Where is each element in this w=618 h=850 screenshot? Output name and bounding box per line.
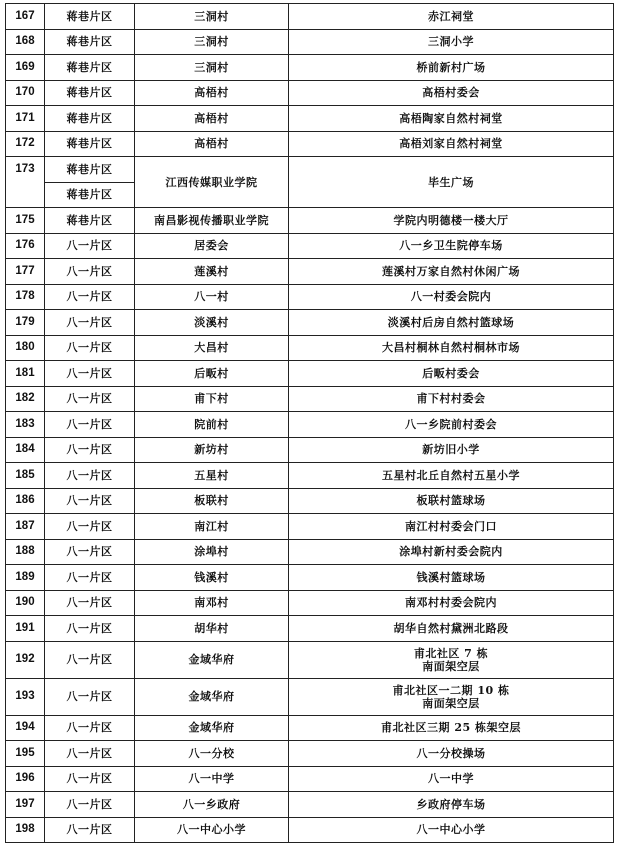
row-number: 188: [6, 539, 45, 565]
location-cell: [289, 678, 614, 715]
location-line: 甫北社区三期 25 栋架空层: [381, 721, 521, 735]
row-number: 194: [6, 715, 45, 741]
unit-cell: 金域华府: [135, 641, 289, 678]
location-line: 八一乡卫生院停车场: [399, 239, 503, 253]
unit-cell: 高梧村: [135, 131, 289, 157]
row-number: 182: [6, 386, 45, 412]
row-number: 196: [6, 766, 45, 792]
location-line: 高梧村委会: [422, 86, 480, 100]
row-number: 171: [6, 106, 45, 132]
row-number-empty: [6, 182, 45, 208]
row-number: 180: [6, 335, 45, 361]
table-row: [6, 55, 614, 81]
location-cell: [289, 590, 614, 616]
row-number: 181: [6, 361, 45, 387]
location-cell: [289, 488, 614, 514]
location-line: 高梧刘家自然村祠堂: [399, 137, 503, 151]
unit-cell: 高梧村: [135, 106, 289, 132]
location-line: 南面架空层: [422, 696, 480, 710]
table-row: [6, 715, 614, 741]
unit-cell: 八一中学: [135, 766, 289, 792]
district-cell: 八一片区: [45, 616, 135, 642]
unit-cell: 居委会: [135, 233, 289, 259]
table-row: [6, 233, 614, 259]
location-line: 淡溪村后房自然村篮球场: [387, 315, 515, 329]
location-cell: [289, 437, 614, 463]
table-row: [6, 766, 614, 792]
location-cell: [289, 310, 614, 336]
district-cell: 蒋巷片区: [45, 157, 135, 183]
district-cell: 蒋巷片区: [45, 106, 135, 132]
location-cell: [289, 284, 614, 310]
district-cell: 蒋巷片区: [45, 55, 135, 81]
unit-cell: 八一中心小学: [135, 817, 289, 843]
district-cell: 八一片区: [45, 539, 135, 565]
location-cell: [289, 106, 614, 132]
table-row: [6, 106, 614, 132]
row-number: 167: [6, 4, 45, 30]
location-line: 三洞小学: [428, 35, 474, 49]
district-cell: 八一片区: [45, 590, 135, 616]
location-cell: [289, 766, 614, 792]
row-number: 198: [6, 817, 45, 843]
unit-cell: 钱溪村: [135, 565, 289, 591]
location-cell: [289, 29, 614, 55]
location-cell: [289, 565, 614, 591]
row-number: 176: [6, 233, 45, 259]
table-row: [6, 259, 614, 285]
district-cell: 八一片区: [45, 766, 135, 792]
location-line: 新坊旧小学: [422, 443, 480, 457]
location-line: 八一分校操场: [416, 746, 486, 760]
unit-cell: 南邓村: [135, 590, 289, 616]
unit-cell: 板联村: [135, 488, 289, 514]
location-cell: [289, 792, 614, 818]
district-cell: 八一片区: [45, 386, 135, 412]
location-line: 八一村委会院内: [410, 290, 492, 304]
location-line: 甫下村村委会: [416, 392, 486, 406]
table-row: [6, 488, 614, 514]
district-cell: 八一片区: [45, 233, 135, 259]
row-number: 197: [6, 792, 45, 818]
location-cell: [289, 55, 614, 81]
unit-cell: 金域华府: [135, 715, 289, 741]
location-line: 桥前新村广场: [416, 60, 486, 74]
location-cell: [289, 335, 614, 361]
table-row: [6, 157, 614, 183]
row-number: 169: [6, 55, 45, 81]
location-line: 南面架空层: [422, 659, 480, 673]
unit-cell: 八一村: [135, 284, 289, 310]
table-row: [6, 565, 614, 591]
location-cell: [289, 208, 614, 234]
unit-cell: 甫下村: [135, 386, 289, 412]
unit-cell: 新坊村: [135, 437, 289, 463]
row-number: 168: [6, 29, 45, 55]
row-number: 193: [6, 678, 45, 715]
district-cell: 八一片区: [45, 678, 135, 715]
district-cell: 八一片区: [45, 412, 135, 438]
row-number: 179: [6, 310, 45, 336]
row-number: 190: [6, 590, 45, 616]
row-number: 186: [6, 488, 45, 514]
location-line: 胡华自然村黛洲北路段: [393, 621, 509, 635]
unit-cell: 江西传媒职业学院: [135, 157, 289, 208]
location-line: 八一乡院前村委会: [405, 417, 497, 431]
unit-cell: 南昌影视传播职业学院: [135, 208, 289, 234]
district-cell: 八一片区: [45, 284, 135, 310]
district-cell: 蒋巷片区: [45, 131, 135, 157]
unit-cell: 三洞村: [135, 4, 289, 30]
table-row: [6, 463, 614, 489]
location-cell: [289, 715, 614, 741]
location-line: 大昌村桐林自然村桐林市场: [382, 341, 520, 355]
district-cell: 八一片区: [45, 488, 135, 514]
unit-cell: 淡溪村: [135, 310, 289, 336]
row-number: 175: [6, 208, 45, 234]
location-line: 八一中学: [428, 772, 474, 786]
table-row: [6, 539, 614, 565]
location-line: 板联村篮球场: [416, 494, 486, 508]
location-line: 甫北社区一二期 10 栋: [392, 683, 510, 697]
district-cell: 八一片区: [45, 514, 135, 540]
location-line: 八一中心小学: [416, 823, 486, 837]
row-number: 192: [6, 641, 45, 678]
location-cell: [289, 157, 614, 208]
location-cell: [289, 4, 614, 30]
location-line: 南邓村村委会院内: [405, 596, 497, 610]
table-row: [6, 741, 614, 767]
unit-cell: 八一乡政府: [135, 792, 289, 818]
district-cell: 蒋巷片区: [45, 29, 135, 55]
district-cell: 八一片区: [45, 310, 135, 336]
location-line: 钱溪村篮球场: [416, 570, 486, 584]
unit-cell: 涂埠村: [135, 539, 289, 565]
location-cell: [289, 412, 614, 438]
location-line: 南江村村委会门口: [405, 519, 497, 533]
location-table: [5, 3, 614, 843]
unit-cell: 后畈村: [135, 361, 289, 387]
unit-cell: 八一分校: [135, 741, 289, 767]
unit-cell: 院前村: [135, 412, 289, 438]
row-number: 184: [6, 437, 45, 463]
table-row: [6, 386, 614, 412]
district-cell: 八一片区: [45, 792, 135, 818]
row-number: 170: [6, 80, 45, 106]
row-number: 189: [6, 565, 45, 591]
location-cell: [289, 817, 614, 843]
district-cell: 八一片区: [45, 565, 135, 591]
unit-cell: 三洞村: [135, 29, 289, 55]
location-line: 乡政府停车场: [416, 797, 486, 811]
table-row: [6, 80, 614, 106]
unit-cell: 大昌村: [135, 335, 289, 361]
district-cell: 八一片区: [45, 437, 135, 463]
location-cell: [289, 131, 614, 157]
table-row: [6, 641, 614, 678]
location-line: 莲溪村万家自然村休闲广场: [382, 264, 520, 278]
district-cell: 八一片区: [45, 641, 135, 678]
row-number: 187: [6, 514, 45, 540]
unit-cell: 胡华村: [135, 616, 289, 642]
table-row: [6, 678, 614, 715]
district-cell: 蒋巷片区: [45, 4, 135, 30]
table-row: [6, 335, 614, 361]
row-number: 173: [6, 157, 45, 183]
table-row: [6, 29, 614, 55]
location-line: 赤江祠堂: [428, 9, 474, 23]
district-cell: 八一片区: [45, 259, 135, 285]
table-row: [6, 131, 614, 157]
table-row: [6, 208, 614, 234]
table-row: [6, 412, 614, 438]
unit-cell: 五星村: [135, 463, 289, 489]
unit-cell: 三洞村: [135, 55, 289, 81]
district-cell: 八一片区: [45, 817, 135, 843]
district-cell: 八一片区: [45, 463, 135, 489]
row-number: 183: [6, 412, 45, 438]
location-line: 学院内明德楼一楼大厅: [393, 213, 509, 227]
table-row: [6, 284, 614, 310]
district-cell: 八一片区: [45, 741, 135, 767]
district-cell: 八一片区: [45, 335, 135, 361]
row-number: 177: [6, 259, 45, 285]
location-cell: [289, 539, 614, 565]
location-cell: [289, 463, 614, 489]
location-cell: [289, 616, 614, 642]
table-body: [6, 4, 614, 843]
location-line: 五星村北丘自然村五星小学: [382, 468, 520, 482]
table-row: [6, 817, 614, 843]
table-row: [6, 590, 614, 616]
location-cell: [289, 80, 614, 106]
location-line: 毕生广场: [428, 175, 474, 189]
unit-cell: 金域华府: [135, 678, 289, 715]
unit-cell: 莲溪村: [135, 259, 289, 285]
district-cell: 蒋巷片区: [45, 182, 135, 208]
table-row: [6, 310, 614, 336]
district-cell: 八一片区: [45, 361, 135, 387]
table-row: [6, 361, 614, 387]
location-line: 后畈村委会: [422, 366, 480, 380]
location-cell: [289, 741, 614, 767]
table-row: [6, 792, 614, 818]
location-cell: [289, 386, 614, 412]
location-cell: [289, 259, 614, 285]
location-line: 高梧陶家自然村祠堂: [399, 111, 503, 125]
table-row: [6, 514, 614, 540]
location-cell: [289, 514, 614, 540]
unit-cell: 南江村: [135, 514, 289, 540]
district-cell: 蒋巷片区: [45, 80, 135, 106]
row-number: 178: [6, 284, 45, 310]
row-number: 195: [6, 741, 45, 767]
location-line: 涂埠村新村委会院内: [399, 545, 503, 559]
table-row: [6, 616, 614, 642]
location-cell: [289, 641, 614, 678]
row-number: 172: [6, 131, 45, 157]
unit-cell: 高梧村: [135, 80, 289, 106]
table-row: [6, 4, 614, 30]
district-cell: 蒋巷片区: [45, 208, 135, 234]
table-row: [6, 437, 614, 463]
row-number: 185: [6, 463, 45, 489]
district-cell: 八一片区: [45, 715, 135, 741]
row-number: 191: [6, 616, 45, 642]
location-cell: [289, 233, 614, 259]
location-cell: [289, 361, 614, 387]
location-line: 甫北社区 7 栋: [413, 646, 489, 660]
